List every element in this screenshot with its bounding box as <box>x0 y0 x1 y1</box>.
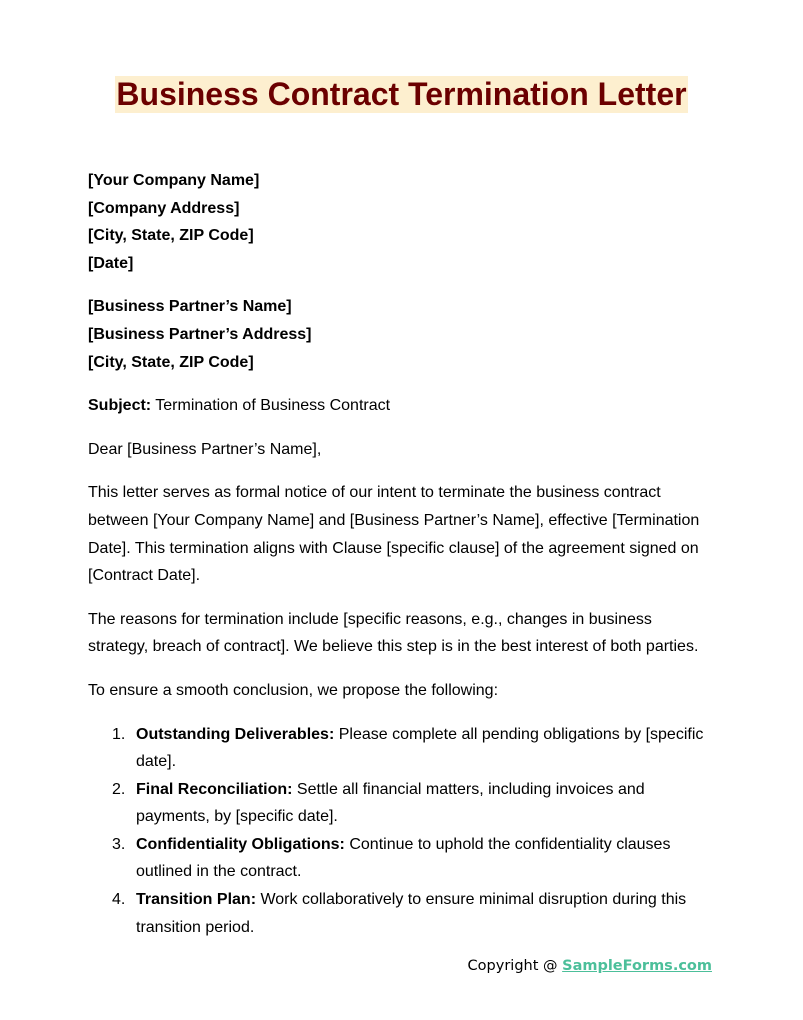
list-item <box>88 831 713 886</box>
page-title: Business Contract Termination Letter <box>116 76 687 112</box>
sender-company-address: [Company Address] <box>88 199 240 217</box>
proposal-list <box>88 721 713 942</box>
sampleforms-link[interactable]: SampleForms.com <box>562 958 712 974</box>
list-item-text: Work collaboratively to ensure minimal disruption during this transition period. <box>136 891 687 936</box>
letter-body <box>88 167 713 941</box>
salutation: Dear [Business Partner’s Name], <box>88 440 322 458</box>
list-item-text: Settle all financial matters, including invoices and payments, by [specific date]. <box>136 780 645 826</box>
list-item-text: Continue to uphold the confidentiality clauses outlined in the contract. <box>136 835 671 881</box>
copyright-footer <box>468 956 712 976</box>
paragraph-intent: This letter serves as formal notice of our intent to terminate the business contract between [Your Company Name] and [Business Partner’s Name], effective [Termination Date]. This termination aligns with Clause [specific clause] of the agreement signed on [Contract Date]. <box>88 484 700 585</box>
list-item-number: 2. <box>112 780 126 798</box>
sender-address-block <box>88 167 713 277</box>
list-item-text: Please complete all pending obligations by [specific date]. <box>136 725 704 771</box>
list-item-number: 1. <box>112 725 126 743</box>
list-item <box>88 721 713 776</box>
list-item-label: Final Reconciliation: <box>136 780 293 798</box>
title-container <box>0 76 803 113</box>
list-item-number: 3. <box>112 835 126 853</box>
subject-line <box>88 392 713 420</box>
subject-text: Termination of Business Contract <box>155 397 391 415</box>
sender-company-name: [Your Company Name] <box>88 172 260 189</box>
list-item-label: Outstanding Deliverables: <box>136 725 335 743</box>
copyright-prefix: Copyright @ <box>467 958 563 974</box>
paragraph-proposal: To ensure a smooth conclusion, we propose the following: <box>88 681 499 699</box>
recipient-city-state-zip: [City, State, ZIP Code] <box>88 353 254 371</box>
list-item-number: 4. <box>112 891 126 909</box>
sender-city-state-zip: [City, State, ZIP Code] <box>88 227 254 245</box>
list-item <box>88 776 713 831</box>
recipient-address-block <box>88 293 713 376</box>
list-item-label: Transition Plan: <box>136 891 257 909</box>
recipient-name: [Business Partner’s Name] <box>88 298 292 316</box>
list-item <box>88 886 713 941</box>
subject-label: Subject: <box>88 397 152 415</box>
list-item-label: Confidentiality Obligations: <box>136 835 345 853</box>
letter-date: [Date] <box>88 254 134 272</box>
recipient-address: [Business Partner’s Address] <box>88 325 312 343</box>
paragraph-reasons: The reasons for termination include [specific reasons, e.g., changes in business strategy, breach of contract]. We believe this step is in the best interest of both parties. <box>88 610 699 656</box>
